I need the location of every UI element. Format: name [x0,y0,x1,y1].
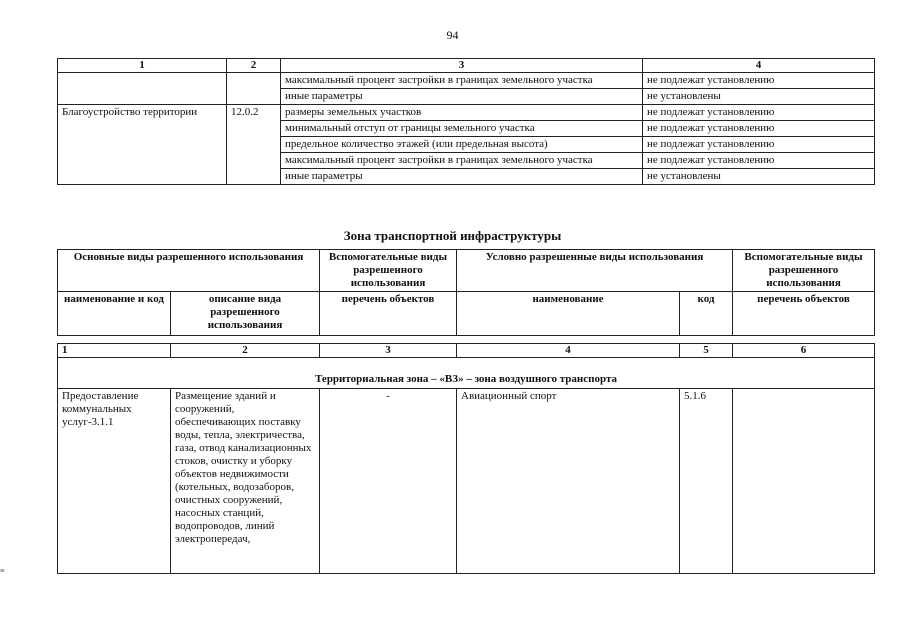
col-number-4: 4 [457,344,680,358]
page-number: 94 [446,28,459,42]
col-number-1: 1 [58,344,171,358]
zone-data-table [57,343,875,574]
param-cell: иные параметры [281,169,643,185]
value-cell: не подлежат установлению [643,137,875,153]
table-row [58,73,875,89]
header-row [58,59,875,73]
col-number-6: 6 [733,344,875,358]
param-cell: размеры земельных участков [281,105,643,121]
value-cell: не установлены [643,89,875,105]
col-header-3: 3 [281,59,643,73]
value-cell: не подлежат установлению [643,153,875,169]
zone-title: Зона транспортной инфраструктуры [343,228,562,243]
description-header: описание вида разрешенного использования [171,292,320,336]
zone-row [58,358,875,389]
margin-mark: ≡ [0,566,5,575]
main-uses-header: Основные виды разрешенного использования [58,250,320,292]
name-code-header: наименование и код [58,292,171,336]
zone-header-table [57,249,875,336]
aux-objects-cell: - [320,389,457,574]
aux-uses-header: Вспомогательные виды разрешенного использования [320,250,457,292]
header-row [58,250,875,292]
col-number-3: 3 [320,344,457,358]
code-header: код [680,292,733,336]
empty-cell [58,73,227,105]
param-cell: иные параметры [281,89,643,105]
value-cell: не подлежат установлению [643,121,875,137]
use-description-cell: Размещение зданий и сооружений, обеспечивающих поставку воды, тепла, электричества, газа, отвод канализационных стоков, очистку и уборку объектов недвижимости (котельных, водозаборов, очистных сооружений, насосных станций, водопроводов, линий электропередач, [171,389,320,574]
use-name-cell: Предоставление коммунальных услуг-3.1.1 [58,389,171,574]
col-header-4: 4 [643,59,875,73]
conditional-uses-header: Условно разрешенные виды использования [457,250,733,292]
param-cell: максимальный процент застройки в границах земельного участка [281,153,643,169]
value-cell: не подлежат установлению [643,73,875,89]
table-row [58,105,875,121]
number-row [58,344,875,358]
param-cell: минимальный отступ от границы земельного участка [281,121,643,137]
param-cell: максимальный процент застройки в границах земельного участка [281,73,643,89]
use-code-cell: 12.0.2 [227,105,281,185]
aux-uses-header-2: Вспомогательные виды разрешенного использования [733,250,875,292]
col-number-5: 5 [680,344,733,358]
objects-list-header: перечень объектов [320,292,457,336]
empty-cell [227,73,281,105]
use-name-cell: Благоустройство территории [58,105,227,185]
conditional-name-cell: Авиационный спорт [457,389,680,574]
name-header: наименование [457,292,680,336]
conditional-code-cell: 5.1.6 [680,389,733,574]
territorial-zone-label: Территориальная зона – «ВЗ» – зона воздушного транспорта [58,358,875,389]
col-header-2: 2 [227,59,281,73]
table-row [58,389,875,574]
subheader-row [58,292,875,336]
col-number-2: 2 [171,344,320,358]
objects-list-header-2: перечень объектов [733,292,875,336]
col-header-1: 1 [58,59,227,73]
value-cell: не подлежат установлению [643,105,875,121]
param-cell: предельное количество этажей (или предельная высота) [281,137,643,153]
value-cell: не установлены [643,169,875,185]
top-parameters-table [57,58,875,185]
aux-objects-cell-2 [733,389,875,574]
